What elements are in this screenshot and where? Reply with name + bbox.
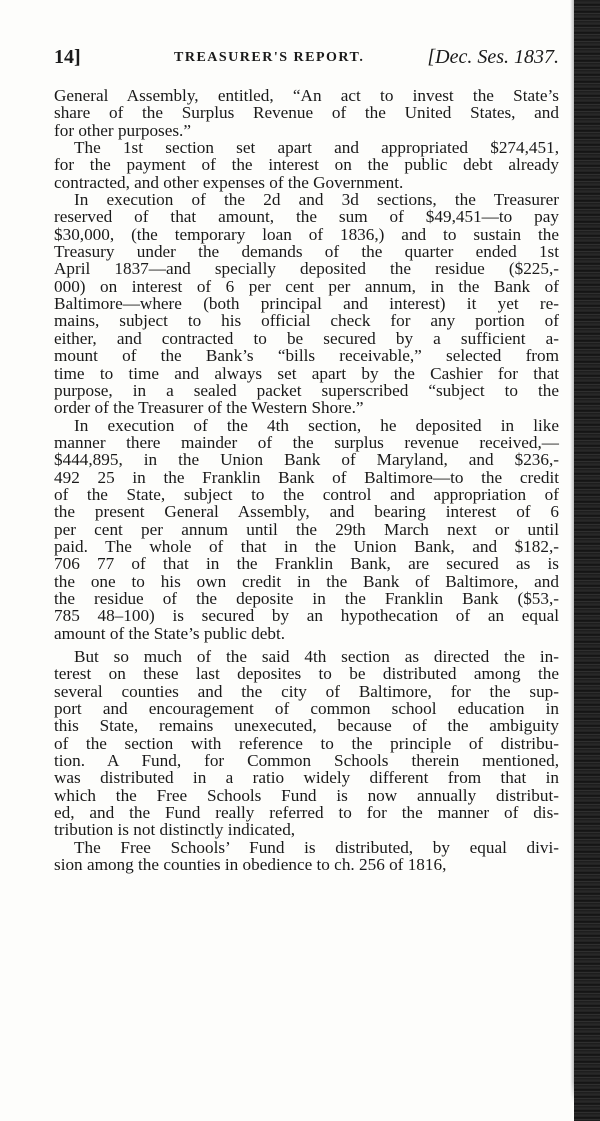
text-line: per cent per annum until the 29th March next or until — [54, 519, 559, 539]
text-line: time to time and always set apart by the Cashier for that — [54, 363, 559, 383]
session-label: [Dec. Ses. 1837. — [427, 46, 559, 68]
text-line: terest on these last deposites to be distributed among the — [54, 664, 559, 684]
text-line: tribution is not distinctly indicated, — [54, 820, 296, 840]
text-line: $444,895, in the Union Bank of Maryland, and $236,- — [54, 450, 559, 470]
text-line: Baltimore—where (both principal and interest) it yet re- — [54, 294, 559, 314]
paragraph — [54, 87, 559, 139]
text-line: the residue of the deposite in the Franklin Bank ($53,- — [54, 588, 559, 608]
text-line: purpose, in a sealed packet superscribed “subject to the — [54, 380, 559, 400]
text-line: which the Free Schools Fund is now annually distribut- — [54, 785, 559, 805]
text-line: of the State, subject to the control and appropriation of — [54, 484, 559, 504]
text-line: was distributed in a ratio widely different from that in — [54, 768, 559, 788]
text-line: share of the Surplus Revenue of the United States, and — [54, 103, 559, 123]
text-line: 706 77 of that in the Franklin Bank, are secured as is — [54, 554, 559, 574]
text-line: reserved of that amount, the sum of $49,451—to pay — [54, 207, 559, 227]
paragraph — [54, 139, 559, 191]
text-line: April 1837—and specially deposited the residue ($225,- — [54, 259, 559, 279]
text-line: The 1st section set apart and appropriated $274,451, — [74, 138, 559, 158]
text-line: 785 48–100) is secured by an hypothecation of an equal — [54, 606, 559, 626]
text-line: The Free Schools’ Fund is distributed, by equal divi- — [74, 837, 559, 857]
text-line: But so much of the said 4th section as directed the in- — [74, 647, 559, 666]
text-line: either, and contracted to be secured by a sufficient a- — [54, 328, 559, 348]
text-line: ed, and the Fund really referred to for the manner of dis- — [54, 803, 559, 823]
text-line: port and encouragement of common school education in — [54, 699, 559, 719]
body-text — [54, 87, 559, 873]
text-line: mains, subject to his official check for any portion of — [54, 311, 559, 331]
paragraph — [54, 648, 559, 839]
text-line: order of the Treasurer of the Western Shore.” — [54, 398, 364, 418]
page-number: 14] — [54, 46, 81, 68]
text-line: manner there mainder of the surplus revenue received,— — [54, 432, 559, 452]
text-line: 492 25 in the Franklin Bank of Baltimore—to the credit — [54, 467, 559, 487]
text-line: mount of the Bank’s “bills receivable,” selected from — [54, 346, 559, 366]
book-binding — [574, 0, 600, 1121]
paragraph — [54, 191, 559, 416]
text-line: the one to his own credit in the Bank of Baltimore, and — [54, 571, 559, 591]
text-line: General Assembly, entitled, “An act to invest the State’s — [54, 86, 559, 105]
running-title: TREASURER'S REPORT. — [174, 50, 365, 65]
text-line: for other purposes.” — [54, 120, 191, 140]
text-line: Treasury under the demands of the quarter ended 1st — [54, 242, 559, 262]
text-line: In execution of the 4th section, he deposited in like — [74, 415, 559, 435]
text-line: $30,000, (the temporary loan of 1836,) and to sustain the — [54, 224, 559, 244]
text-line: tion. A Fund, for Common Schools therein mentioned, — [54, 751, 559, 771]
text-line: the present General Assembly, and bearing interest of 6 — [54, 502, 559, 522]
paragraph — [54, 839, 559, 874]
text-line: 000) on interest of 6 per cent per annum, in the Bank of — [54, 276, 559, 296]
text-line: amount of the State’s public debt. — [54, 623, 286, 643]
text-line: for the payment of the interest on the public debt already — [54, 155, 559, 175]
text-line: this State, remains unexecuted, because of the ambiguity — [54, 716, 559, 736]
text-line: contracted, and other expenses of the Government. — [54, 172, 404, 192]
text-line: sion among the counties in obedience to ch. 256 of 1816, — [54, 855, 447, 875]
page-header — [54, 44, 559, 78]
text-line: paid. The whole of that in the Union Bank, and $182,- — [54, 536, 559, 556]
page-bottom-fade — [0, 1082, 574, 1121]
text-line: In execution of the 2d and 3d sections, the Treasurer — [74, 190, 559, 210]
text-line: several counties and the city of Baltimore, for the sup- — [54, 681, 559, 701]
paragraph — [54, 417, 559, 642]
text-line: of the section with reference to the principle of distribu- — [54, 733, 559, 753]
